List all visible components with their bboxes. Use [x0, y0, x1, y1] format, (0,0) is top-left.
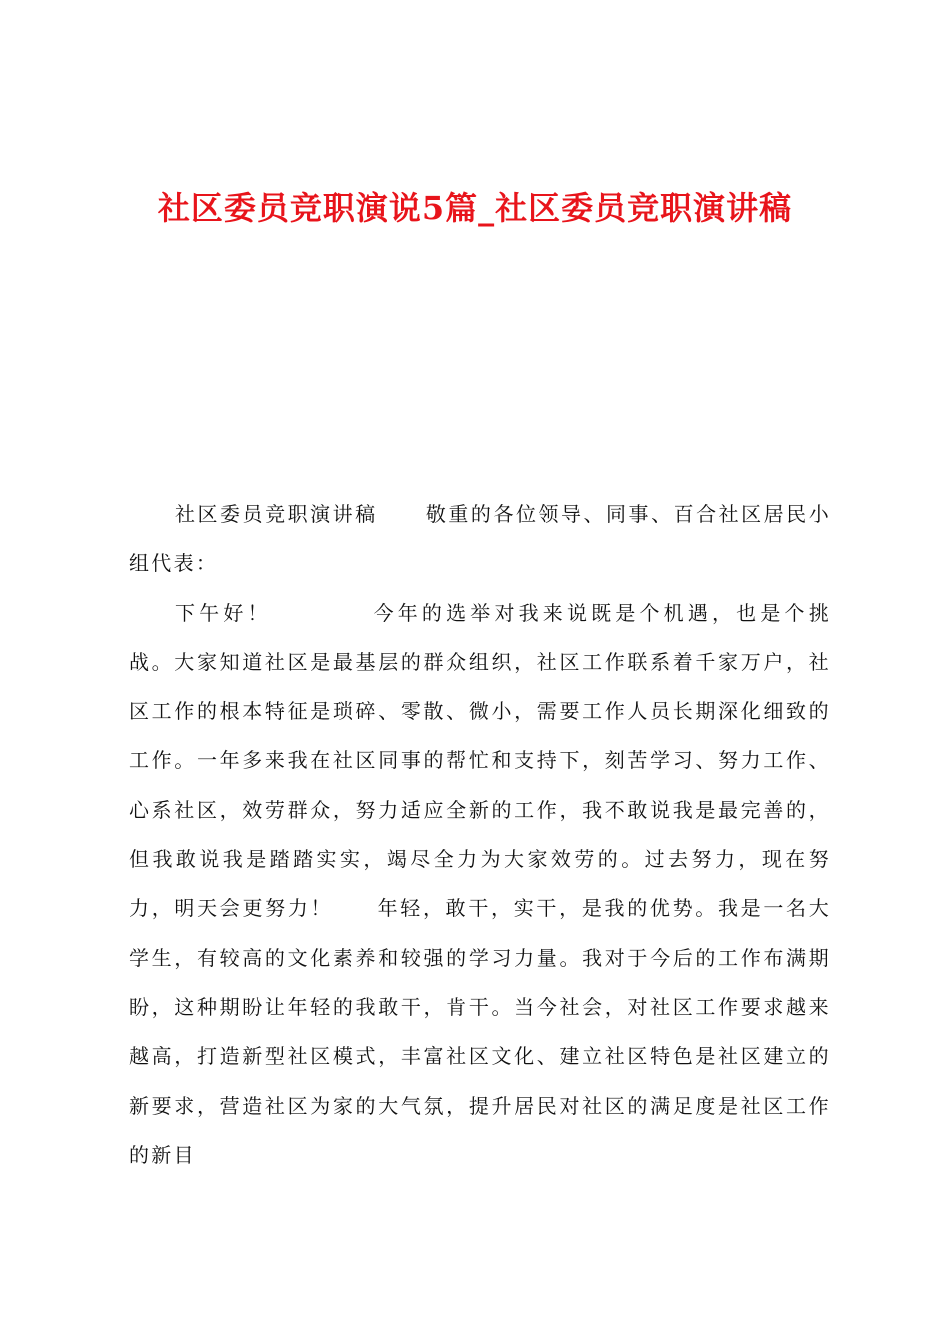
paragraph-text: 今年的选举对我来说既是个机遇，也是个挑战。大家知道社区是最基层的群众组织，社区工作联系着千家万户，社区工作的根本特征是琐碎、零散、微小，需要工作人员长期深化细致的工作。一年多来我在社区同事的帮忙和支持下，刻苦学习、努力工作、心系社区，效劳群众，努力适应全新的工作，我不敢说我是最完善的，但我敢说我是踏踏实实，竭尽全力为大家效劳的。过去努力，现在努力，明天会更努力！ [129, 600, 832, 921]
paragraph-lead: 社区委员竞职演讲稿 [175, 502, 378, 526]
paragraph-greeting [129, 490, 831, 589]
paragraph-lead: 下午好！ [175, 600, 272, 625]
paragraph-tail: 年轻，敢干，实干，是我的优势。我是一名大学生，有较高的文化素养和较强的学习力量。我对于今后的工作布满期盼，这种期盼让年轻的我敢干，肯干。当今社会，对社区工作要求越来越高，打造新型社区模式，丰富社区文化、建立社区特色是社区建立的新要求，营造社区为家的大气氛，提升居民对社区的满足度是社区工作的新目 [129, 896, 832, 1167]
document-body [129, 490, 831, 1180]
paragraph-text: 敬重的各位领导、同事、百合社区居民小组代表： [129, 502, 831, 576]
document-title: 社区委员竞职演说5篇_社区委员竞职演讲稿 [157, 189, 793, 227]
paragraph-main [129, 589, 831, 1181]
